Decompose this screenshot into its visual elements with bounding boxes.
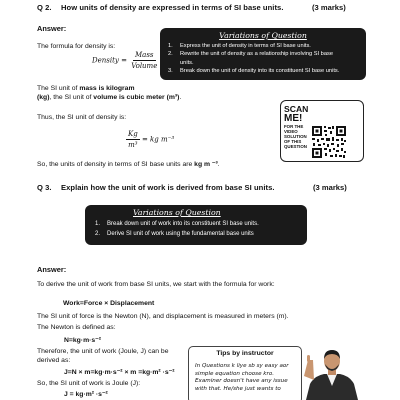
variations-box-q2 [160, 28, 366, 80]
formula-numerator: Mass [135, 51, 154, 59]
si-volume: volume is cubic meter (m³) [93, 94, 180, 101]
question-text: How units of density are expressed in terms of SI base units. [61, 3, 284, 12]
variation-item: 2. Derive SI unit of work using the fundamental base units [95, 231, 254, 237]
me-label: ME! [284, 113, 303, 124]
newton-equation: N=kg·m·s⁻² [64, 337, 102, 344]
si-text: , the SI unit of [49, 94, 94, 101]
joule-conclusion: So, the SI unit of work is Joule (J): [37, 380, 141, 387]
conclusion-text: . [217, 161, 220, 168]
variations-title: Variations of Question [133, 208, 221, 217]
tips-line: simple equation choose kro. [195, 370, 275, 377]
work-intro: To derive the unit of work from base SI units, we start with the formula for work: [37, 281, 275, 288]
si-text: The SI unit of [37, 85, 80, 92]
qr-caption: OF THIS [284, 139, 302, 144]
qr-caption: FOR THE [284, 124, 304, 129]
conclusion-unit: kg m ⁻³ [194, 161, 218, 168]
variation-item: 3. Break down the unit of density into its constituent SI base units. [168, 68, 340, 75]
variation-item: 1. Express the unit of density in terms of SI base units. [168, 43, 311, 49]
joule-equation: J=N × m=kg·m·s⁻² × m =kg·m² ·s⁻² [64, 369, 175, 376]
unit-rhs: = kg m⁻³ [141, 135, 175, 144]
density-intro: The formula for density is: [37, 43, 116, 50]
force-si-line: The SI unit of force is the Newton (N), and displacement is measured in meters (m). [37, 313, 289, 320]
unit-denominator: m³ [128, 141, 138, 149]
formula-denominator: Volume [131, 62, 158, 70]
si-text: . [179, 94, 182, 101]
therefore-line [37, 347, 168, 365]
question-text: Explain how the unit of work is derived from base SI units. [61, 183, 275, 192]
question-number: Q 2. [37, 3, 52, 12]
variations-box-q3 [85, 205, 307, 245]
formula-fraction [129, 51, 159, 70]
therefore-text: derived as: [37, 357, 71, 364]
density-unit-formula [126, 130, 174, 149]
question-marks: (3 marks) [312, 3, 346, 12]
scan-label: SCAN [284, 104, 309, 114]
density-conclusion [37, 160, 220, 169]
qr-caption: VIDEO [284, 129, 298, 134]
final-equation: J = kg·m² ·s⁻² [64, 391, 108, 398]
conclusion-text: So, the units of density in terms of SI base units are [37, 161, 195, 168]
tips-line: with that. He/she just wants to [195, 385, 281, 392]
work-formula: Work=Force × Displacement [63, 300, 155, 307]
newton-definition: The Newton is defined as: [37, 324, 116, 331]
question-3-heading [37, 183, 275, 192]
qr-caption: SOLUTION [284, 134, 307, 139]
tips-body [195, 363, 295, 393]
variation-item: units. [180, 59, 194, 66]
variation-item: 1. Break down unit of work into its constituent SI base units. [95, 221, 259, 227]
question-number: Q 3. [37, 183, 52, 192]
si-units-paragraph [37, 84, 247, 102]
unit-numerator: Kg [128, 130, 138, 138]
variations-list [168, 42, 358, 76]
tips-line: Examiner doesn't have any issue [195, 378, 288, 385]
qr-code-icon[interactable] [311, 125, 347, 159]
thus-line: Thus, the SI unit of density is: [37, 114, 127, 121]
variation-item: 2. Rewrite the unit of density as a relationship involving SI base [168, 51, 334, 58]
tips-title: Tips by instructor [216, 350, 274, 357]
variations-list [95, 219, 297, 239]
question-2-heading [37, 3, 283, 12]
answer-label: Answer: [37, 265, 67, 274]
tips-line: In Questions k liye sb sy easy aor [195, 363, 289, 369]
instructor-avatar [300, 346, 364, 400]
unit-fraction [126, 130, 140, 149]
density-formula [92, 51, 159, 70]
therefore-text: Therefore, the unit of work (Joule, J) can be [37, 348, 169, 355]
qr-caption: QUESTION [284, 144, 307, 149]
qr-code-panel[interactable] [280, 100, 364, 162]
answer-label: Answer: [37, 24, 67, 33]
variations-title: Variations of Question [219, 31, 307, 40]
si-kg: (kg) [37, 94, 50, 101]
instructor-tips-box [188, 346, 302, 400]
si-mass: mass is kilogram [79, 85, 135, 92]
formula-lhs: Density = [92, 56, 127, 65]
scan-me-text [284, 104, 310, 149]
question-marks: (3 marks) [313, 183, 347, 192]
